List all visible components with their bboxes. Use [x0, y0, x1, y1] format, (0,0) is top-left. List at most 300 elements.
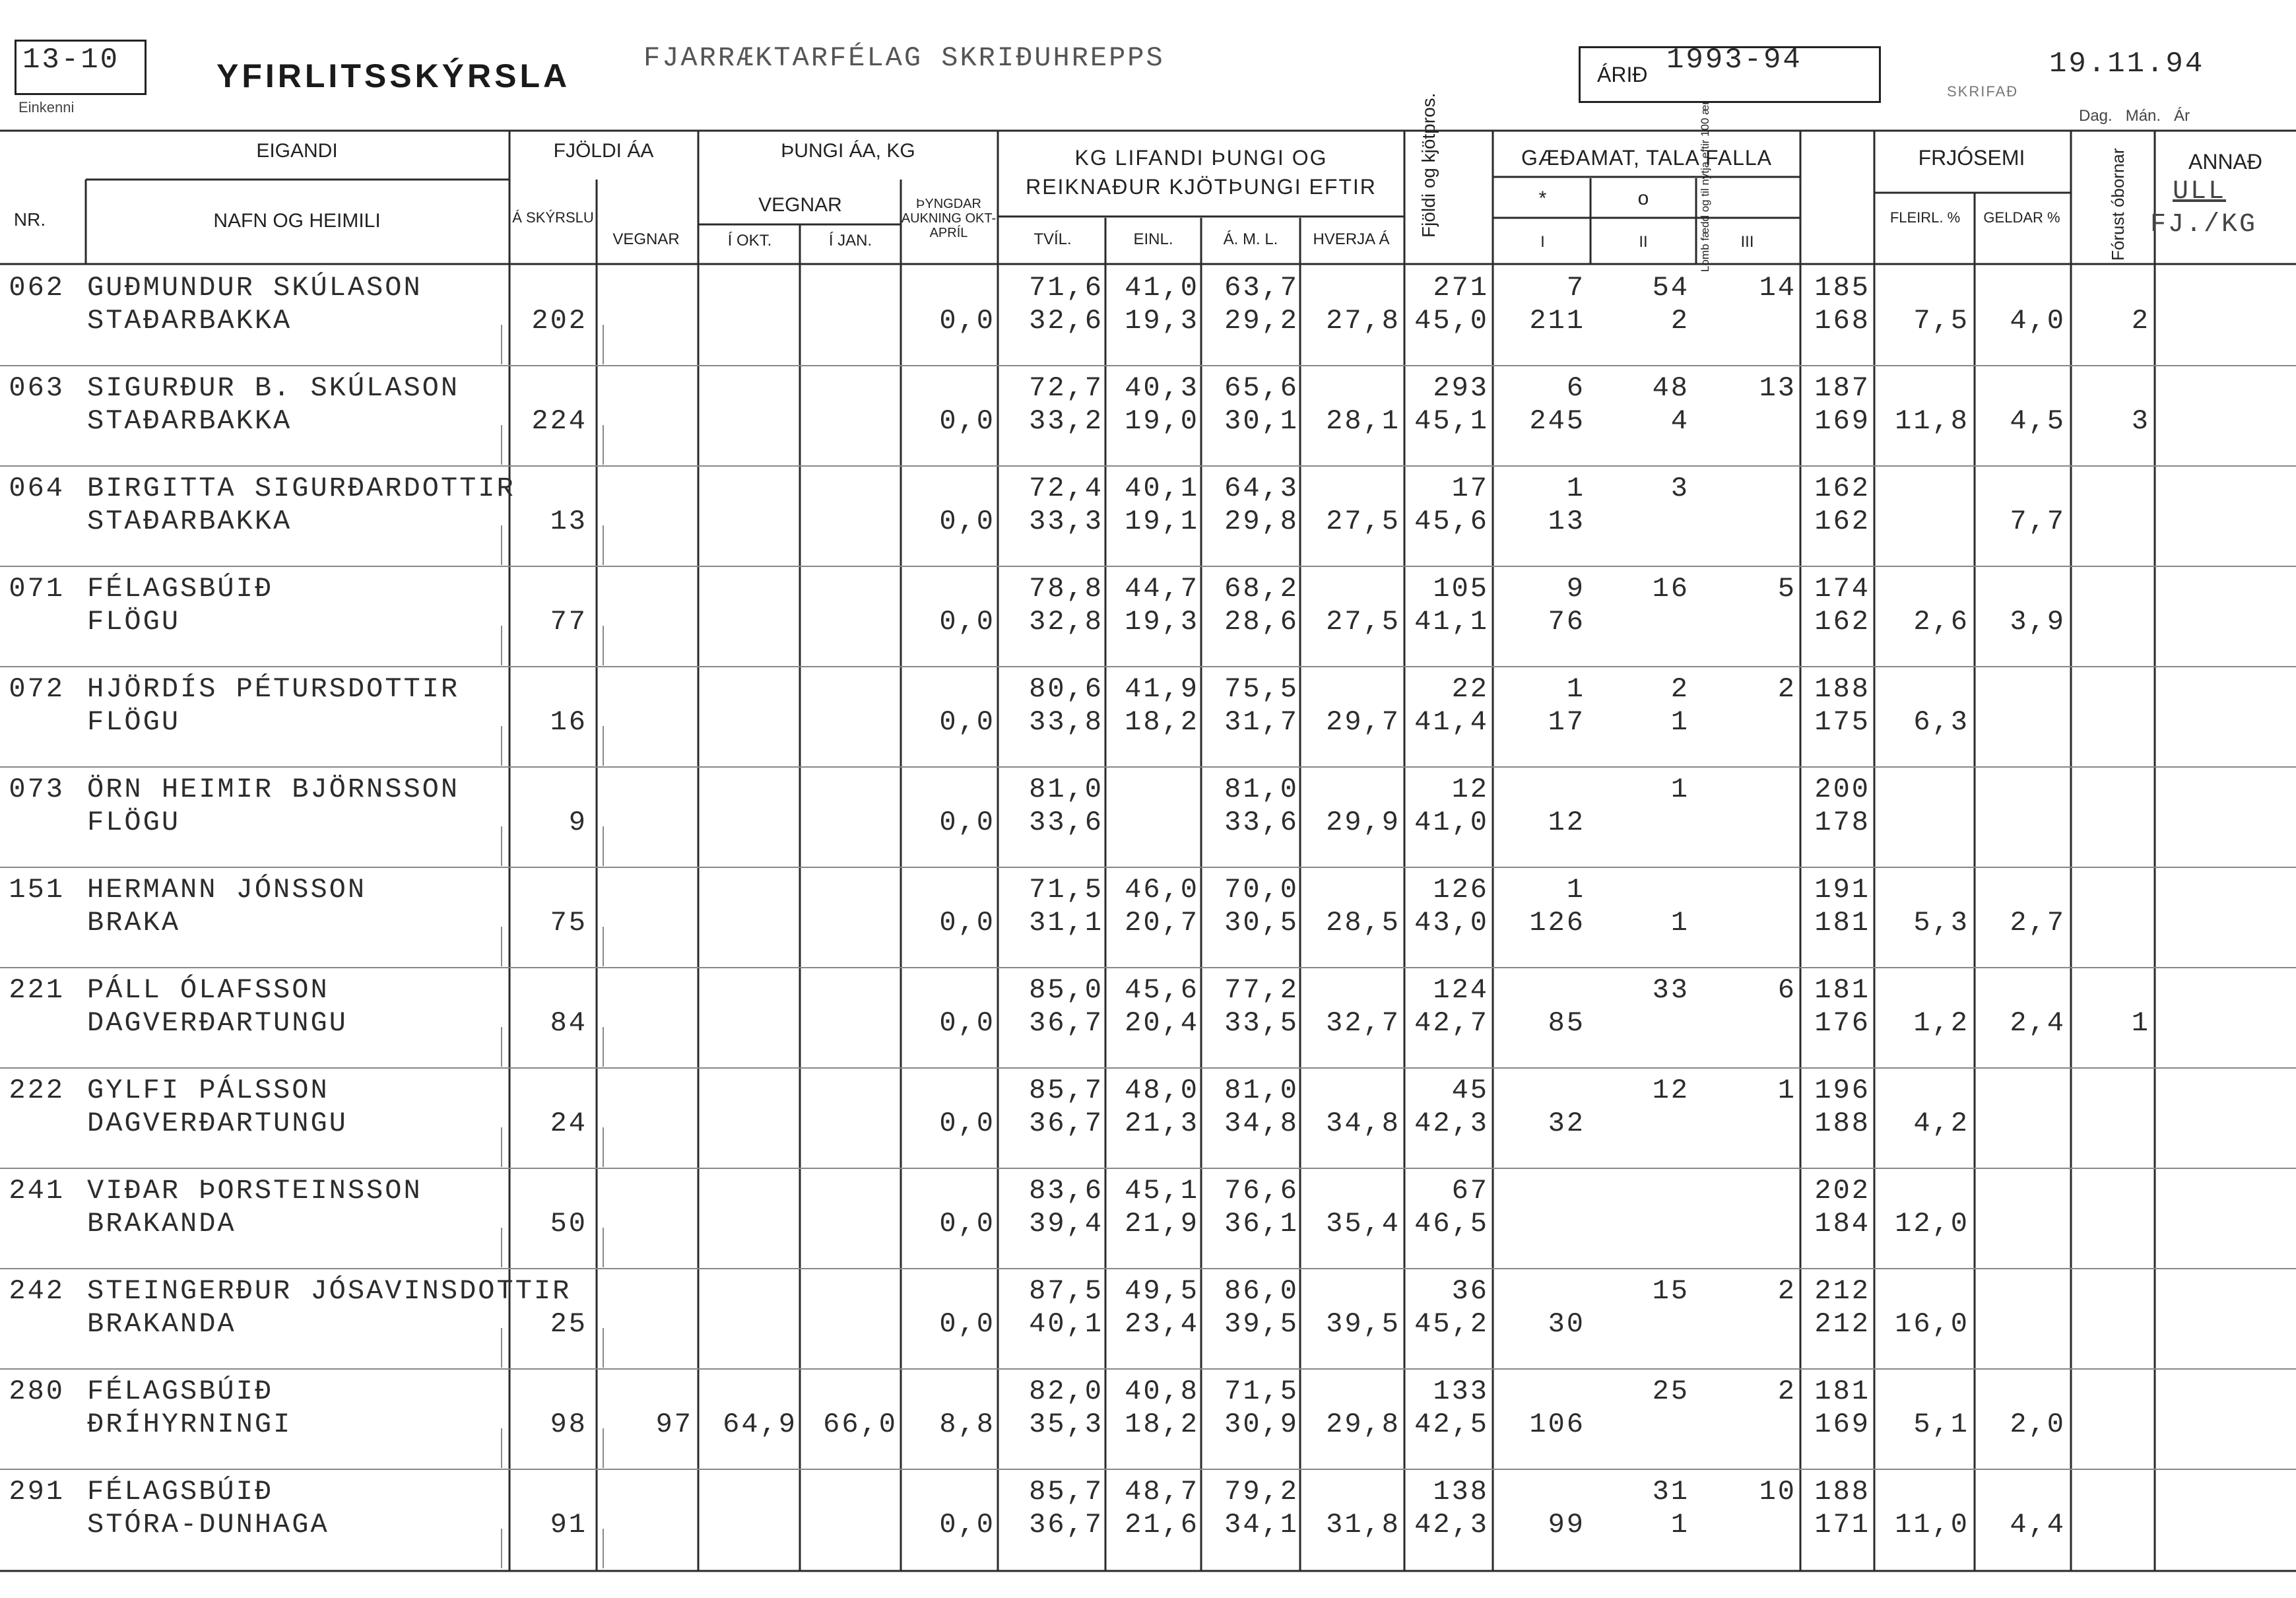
cell-forust	[2072, 606, 2150, 638]
cell-home: STAÐARBAKKA	[87, 405, 292, 437]
cell-home: STAÐARBAKKA	[87, 506, 292, 537]
header-quality: GÆÐAMAT, TALA FALLA	[1521, 146, 1772, 170]
cell-lamb1: 185	[1814, 272, 1870, 304]
cell-oct	[701, 706, 797, 738]
cell-qc: 54	[1652, 272, 1689, 304]
cell-qs: 1	[1566, 673, 1585, 705]
cell-meatn: 124	[1433, 974, 1489, 1006]
cell-lamb1: 212	[1814, 1275, 1870, 1307]
cell-lamb2: 168	[1814, 305, 1870, 337]
cell-forust	[2072, 706, 2150, 738]
header-oct: Í OKT.	[727, 232, 772, 250]
cell-count: 75	[550, 907, 587, 939]
cell-forust	[2072, 807, 2150, 838]
cell-forust	[2072, 1208, 2150, 1240]
cell-meatp: 45,0	[1414, 305, 1489, 337]
cell-qs	[1493, 1075, 1585, 1106]
cell-qi: 99	[1548, 1509, 1585, 1541]
cell-einl1: 45,1	[1125, 1175, 1199, 1207]
cell-tvil1: 72,7	[1029, 372, 1103, 404]
header-calc-weight: REIKNAÐUR KJÖTÞUNGI EFTIR	[1026, 175, 1377, 199]
cell-weighed	[597, 1108, 693, 1139]
cell-meatn: 36	[1451, 1275, 1489, 1307]
cell-qii	[1591, 807, 1689, 838]
cell-weighed	[597, 1509, 693, 1541]
header-quality-2: II	[1639, 233, 1648, 251]
cell-name: HERMANN JÓNSSON	[87, 874, 367, 906]
cell-nr: 064	[9, 473, 65, 504]
cell-weighed	[597, 506, 693, 537]
header-count: FJÖLDI ÁA	[553, 140, 654, 162]
cell-qiii	[1696, 1175, 1796, 1207]
cell-tvil2: 35,3	[1029, 1409, 1103, 1440]
header-owner: EIGANDI	[256, 140, 338, 162]
cell-fleirl: 16,0	[1895, 1308, 1969, 1340]
cell-tvil2: 39,4	[1029, 1208, 1103, 1240]
cell-einl1: 40,1	[1125, 473, 1199, 504]
cell-fleirl: 5,3	[1913, 907, 1969, 939]
cell-meatn: 271	[1433, 272, 1489, 304]
cell-tvil2: 36,7	[1029, 1108, 1103, 1139]
cell-fleirl: 7,5	[1913, 305, 1969, 337]
cell-home: BRAKA	[87, 907, 181, 939]
cell-qiii: 5	[1777, 573, 1796, 605]
cell-meatn: 133	[1433, 1376, 1489, 1407]
header-count-report: Á SKÝRSLU	[512, 209, 594, 226]
cell-weighed	[597, 1208, 693, 1240]
cell-qs: 7	[1566, 272, 1585, 304]
cell-hverja: 31,8	[1326, 1509, 1400, 1541]
cell-meatp: 45,6	[1414, 506, 1489, 537]
cell-name: HJÖRDÍS PÉTURSDOTTIR	[87, 673, 460, 705]
cell-oct	[701, 506, 797, 537]
cell-gain: 8,8	[939, 1409, 995, 1440]
cell-jan	[801, 506, 898, 537]
cell-qs: 1	[1566, 473, 1585, 504]
cell-meatp: 41,0	[1414, 807, 1489, 838]
cell-nr: 221	[9, 974, 65, 1006]
cell-name: GYLFI PÁLSSON	[87, 1075, 329, 1106]
cell-tvil2: 33,2	[1029, 405, 1103, 437]
cell-aml1: 70,0	[1224, 874, 1299, 906]
cell-qiii: 2	[1777, 1376, 1796, 1407]
cell-tvil2: 31,1	[1029, 907, 1103, 939]
cell-nr: 241	[9, 1175, 65, 1207]
cell-meatp: 42,3	[1414, 1509, 1489, 1541]
cell-weighed	[597, 907, 693, 939]
cell-qc: 15	[1652, 1275, 1689, 1307]
header-other: ANNAÐ	[2188, 150, 2262, 174]
cell-qs: 9	[1566, 573, 1585, 605]
cell-einl2: 19,3	[1125, 305, 1199, 337]
cell-einl1: 48,7	[1125, 1476, 1199, 1508]
cell-qc: 3	[1670, 473, 1689, 504]
cell-aml2: 31,7	[1224, 706, 1299, 738]
cell-meatp: 45,1	[1414, 405, 1489, 437]
cell-einl1: 40,3	[1125, 372, 1199, 404]
cell-qs	[1493, 1275, 1585, 1307]
cell-qi: 13	[1548, 506, 1585, 537]
cell-aml2: 29,2	[1224, 305, 1299, 337]
cell-meatn: 293	[1433, 372, 1489, 404]
cell-fleirl	[1876, 807, 1969, 838]
cell-forust	[2072, 907, 2150, 939]
cell-jan	[801, 1208, 898, 1240]
cell-count: 9	[568, 807, 587, 838]
cell-gain: 0,0	[939, 1308, 995, 1340]
cell-home: FLÖGU	[87, 807, 181, 838]
cell-count: 91	[550, 1509, 587, 1541]
cell-gain: 0,0	[939, 1208, 995, 1240]
cell-weighed	[597, 606, 693, 638]
cell-qc: 25	[1652, 1376, 1689, 1407]
header-each: HVERJA Á	[1313, 230, 1390, 248]
cell-tvil1: 83,6	[1029, 1175, 1103, 1207]
cell-aml1: 63,7	[1224, 272, 1299, 304]
cell-hverja: 34,8	[1326, 1108, 1400, 1139]
cell-oct	[701, 907, 797, 939]
cell-geldar: 4,4	[2010, 1509, 2066, 1541]
cell-lamb2: 175	[1814, 706, 1870, 738]
cell-lamb2: 162	[1814, 606, 1870, 638]
cell-lamb2: 169	[1814, 1409, 1870, 1440]
cell-einl1: 45,6	[1125, 974, 1199, 1006]
cell-tvil1: 85,0	[1029, 974, 1103, 1006]
cell-aml1: 68,2	[1224, 573, 1299, 605]
cell-einl1: 49,5	[1125, 1275, 1199, 1307]
cell-tvil1: 80,6	[1029, 673, 1103, 705]
cell-aml2: 33,5	[1224, 1007, 1299, 1039]
cell-jan	[801, 1007, 898, 1039]
cell-count: 50	[550, 1208, 587, 1240]
cell-fleirl: 11,0	[1895, 1509, 1969, 1541]
cell-lamb2: 212	[1814, 1308, 1870, 1340]
cell-qii	[1591, 1208, 1689, 1240]
header-count-weighed: VEGNAR	[612, 230, 680, 248]
cell-aml1: 64,3	[1224, 473, 1299, 504]
cell-lamb2: 171	[1814, 1509, 1870, 1541]
cell-gain: 0,0	[939, 706, 995, 738]
cell-fleirl: 5,1	[1913, 1409, 1969, 1440]
header-quality-3: III	[1740, 233, 1754, 251]
cell-aml1: 79,2	[1224, 1476, 1299, 1508]
cell-einl2: 21,6	[1125, 1509, 1199, 1541]
cell-weighed	[597, 405, 693, 437]
cell-nr: 291	[9, 1476, 65, 1508]
cell-forust	[2072, 1108, 2150, 1139]
cell-nr: 063	[9, 372, 65, 404]
cell-qi: 17	[1548, 706, 1585, 738]
cell-home: DAGVERÐARTUNGU	[87, 1007, 348, 1039]
header-nr: NR.	[13, 209, 46, 230]
cell-qs	[1493, 974, 1585, 1006]
cell-qc: 33	[1652, 974, 1689, 1006]
cell-tvil1: 71,6	[1029, 272, 1103, 304]
cell-einl1	[1107, 774, 1199, 805]
cell-meatp: 43,0	[1414, 907, 1489, 939]
cell-hverja: 29,7	[1326, 706, 1400, 738]
cell-jan	[801, 907, 898, 939]
cell-name: FÉLAGSBÚIÐ	[87, 1476, 274, 1508]
cell-oct	[701, 305, 797, 337]
association-name: FJARRÆKTARFÉLAG SKRIÐUHREPPS	[643, 42, 1165, 74]
header-quality-star: *	[1538, 187, 1547, 209]
cell-lamb2: 162	[1814, 506, 1870, 537]
cell-einl2: 23,4	[1125, 1308, 1199, 1340]
cell-weighed	[597, 1308, 693, 1340]
cell-home: FLÖGU	[87, 706, 181, 738]
cell-lamb2: 178	[1814, 807, 1870, 838]
cell-geldar: 4,0	[2010, 305, 2066, 337]
cell-hverja: 32,7	[1326, 1007, 1400, 1039]
cell-tvil2: 36,7	[1029, 1509, 1103, 1541]
cell-tvil1: 87,5	[1029, 1275, 1103, 1307]
cell-aml1: 76,6	[1224, 1175, 1299, 1207]
cell-qc: 1	[1670, 774, 1689, 805]
cell-lamb1: 188	[1814, 673, 1870, 705]
cell-qiii	[1696, 774, 1796, 805]
cell-qiii	[1696, 473, 1796, 504]
cell-aml2: 39,5	[1224, 1308, 1299, 1340]
cell-forust	[2072, 1409, 2150, 1440]
cell-nr: 242	[9, 1275, 65, 1307]
cell-aml1: 75,5	[1224, 673, 1299, 705]
header-wool-kg: FJ./KG	[2150, 210, 2258, 240]
cell-aml2: 34,1	[1224, 1509, 1299, 1541]
cell-geldar	[1976, 706, 2066, 738]
cell-lamb2: 181	[1814, 907, 1870, 939]
cell-meatp: 41,4	[1414, 706, 1489, 738]
cell-count: 25	[550, 1308, 587, 1340]
cell-qc: 31	[1652, 1476, 1689, 1508]
cell-qi: 32	[1548, 1108, 1585, 1139]
cell-nr: 071	[9, 573, 65, 605]
cell-einl2: 19,3	[1125, 606, 1199, 638]
cell-name: SIGURÐUR B. SKÚLASON	[87, 372, 460, 404]
cell-oct	[701, 1208, 797, 1240]
cell-name: VIÐAR ÞORSTEINSSON	[87, 1175, 422, 1207]
cell-forust	[2072, 1308, 2150, 1340]
cell-qiii: 1	[1777, 1075, 1796, 1106]
cell-nr: 222	[9, 1075, 65, 1106]
cell-home: STAÐARBAKKA	[87, 305, 292, 337]
cell-tvil2: 33,6	[1029, 807, 1103, 838]
cell-qiii: 13	[1759, 372, 1796, 404]
cell-tvil1: 85,7	[1029, 1476, 1103, 1508]
cell-geldar: 2,0	[2010, 1409, 2066, 1440]
cell-geldar: 2,7	[2010, 907, 2066, 939]
cell-meatp: 42,5	[1414, 1409, 1489, 1440]
cell-jan	[801, 405, 898, 437]
cell-tvil1: 71,5	[1029, 874, 1103, 906]
header-weighed: VEGNAR	[758, 194, 842, 216]
cell-lamb1: 196	[1814, 1075, 1870, 1106]
cell-nr: 062	[9, 272, 65, 304]
cell-meatp: 42,3	[1414, 1108, 1489, 1139]
cell-count: 84	[550, 1007, 587, 1039]
cell-qii: 2	[1670, 305, 1689, 337]
cell-name: FÉLAGSBÚIÐ	[87, 573, 274, 605]
cell-meatn: 67	[1451, 1175, 1489, 1207]
cell-einl2: 18,2	[1125, 706, 1199, 738]
cell-name: FÉLAGSBÚIÐ	[87, 1376, 274, 1407]
report-title: YFIRLITSSKÝRSLA	[216, 57, 571, 94]
cell-gain: 0,0	[939, 506, 995, 537]
cell-aml1: 86,0	[1224, 1275, 1299, 1307]
cell-count: 13	[550, 506, 587, 537]
cell-aml1: 77,2	[1224, 974, 1299, 1006]
cell-aml1: 65,6	[1224, 372, 1299, 404]
cell-qs	[1493, 1175, 1585, 1207]
cell-qs: 6	[1566, 372, 1585, 404]
cell-hverja: 27,8	[1326, 305, 1400, 337]
cell-lamb1: 202	[1814, 1175, 1870, 1207]
header-barren: GELDAR %	[1983, 209, 2060, 226]
cell-forust: 3	[2131, 405, 2150, 437]
cell-einl2: 21,9	[1125, 1208, 1199, 1240]
cell-meatn: 126	[1433, 874, 1489, 906]
cell-name: STEINGERÐUR JÓSAVINSDOTTIR	[87, 1275, 572, 1307]
header-quality-1: I	[1540, 233, 1545, 251]
cell-jan	[801, 305, 898, 337]
cell-hverja: 28,1	[1326, 405, 1400, 437]
cell-gain: 0,0	[939, 305, 995, 337]
header-live-weight: KG LIFANDI ÞUNGI OG	[1074, 146, 1328, 170]
cell-hverja: 27,5	[1326, 506, 1400, 537]
cell-name: GUÐMUNDUR SKÚLASON	[87, 272, 422, 304]
cell-tvil2: 33,8	[1029, 706, 1103, 738]
cell-qiii	[1696, 874, 1796, 906]
cell-oct	[701, 1108, 797, 1139]
header-per-ewe: Á. M. L.	[1223, 230, 1278, 248]
cell-aml1: 81,0	[1224, 774, 1299, 805]
cell-oct	[701, 1509, 797, 1541]
cell-lamb2: 188	[1814, 1108, 1870, 1139]
cell-oct	[701, 405, 797, 437]
cell-qii	[1591, 1409, 1689, 1440]
cell-meatp: 45,2	[1414, 1308, 1489, 1340]
cell-einl1: 41,0	[1125, 272, 1199, 304]
cell-einl2: 21,3	[1125, 1108, 1199, 1139]
cell-gain: 0,0	[939, 1007, 995, 1039]
cell-qc: 2	[1670, 673, 1689, 705]
cell-qii: 1	[1670, 1509, 1689, 1541]
cell-gain: 0,0	[939, 405, 995, 437]
cell-hverja: 29,8	[1326, 1409, 1400, 1440]
cell-count: 24	[550, 1108, 587, 1139]
cell-fleirl: 12,0	[1895, 1208, 1969, 1240]
cell-lamb1: 181	[1814, 974, 1870, 1006]
cell-tvil2: 32,8	[1029, 606, 1103, 638]
cell-aml2: 30,1	[1224, 405, 1299, 437]
cell-einl2	[1107, 807, 1199, 838]
cell-forust	[2072, 506, 2150, 537]
cell-count: 77	[550, 606, 587, 638]
cell-qiii: 2	[1777, 1275, 1796, 1307]
cell-einl1: 46,0	[1125, 874, 1199, 906]
cell-oct	[701, 807, 797, 838]
cell-count: 224	[531, 405, 587, 437]
header-twin: TVÍL.	[1033, 230, 1072, 248]
cell-name: BIRGITTA SIGURÐARDOTTIR	[87, 473, 515, 504]
cell-oct	[701, 606, 797, 638]
cell-fleirl: 2,6	[1913, 606, 1969, 638]
cell-lamb2: 184	[1814, 1208, 1870, 1240]
header-quality-circle: o	[1637, 187, 1649, 209]
cell-qii	[1591, 1007, 1689, 1039]
cell-qii	[1591, 1308, 1689, 1340]
cell-count: 202	[531, 305, 587, 337]
cell-einl2: 19,0	[1125, 405, 1199, 437]
cell-gain: 0,0	[939, 1509, 995, 1541]
cell-einl1: 44,7	[1125, 573, 1199, 605]
cell-tvil1: 85,7	[1029, 1075, 1103, 1106]
header-gain: ÞYNGDAR AUKNING OKT-APRÍL	[901, 197, 997, 240]
cell-qi: 126	[1529, 907, 1585, 939]
cell-einl1: 41,9	[1125, 673, 1199, 705]
cell-aml2: 30,9	[1224, 1409, 1299, 1440]
cell-fleirl: 1,2	[1913, 1007, 1969, 1039]
cell-jan	[801, 606, 898, 638]
cell-lamb1: 200	[1814, 774, 1870, 805]
cell-oct	[701, 1007, 797, 1039]
cell-geldar: 4,5	[2010, 405, 2066, 437]
cell-geldar	[1976, 807, 2066, 838]
cell-aml2: 30,5	[1224, 907, 1299, 939]
cell-tvil2: 32,6	[1029, 305, 1103, 337]
cell-qc	[1591, 874, 1689, 906]
cell-jan	[801, 1108, 898, 1139]
cell-hverja: 28,5	[1326, 907, 1400, 939]
cell-qi: 12	[1548, 807, 1585, 838]
header-meat-percent: Fjöldi og kjötpros.	[1418, 92, 1439, 238]
cell-meatp: 42,7	[1414, 1007, 1489, 1039]
cell-nr: 151	[9, 874, 65, 906]
cell-weighed	[597, 1007, 693, 1039]
cell-qc	[1591, 1175, 1689, 1207]
cell-home: BRAKANDA	[87, 1208, 236, 1240]
cell-hverja: 27,5	[1326, 606, 1400, 638]
cell-jan	[801, 1509, 898, 1541]
form-code: 13-10	[22, 44, 120, 77]
cell-home: BRAKANDA	[87, 1308, 236, 1340]
cell-tvil1: 78,8	[1029, 573, 1103, 605]
cell-tvil1: 81,0	[1029, 774, 1103, 805]
cell-qi: 30	[1548, 1308, 1585, 1340]
cell-tvil2: 36,7	[1029, 1007, 1103, 1039]
header-fertility: FRJÓSEMI	[1918, 146, 2025, 170]
cell-meatn: 138	[1433, 1476, 1489, 1508]
header-name: NAFN OG HEIMILI	[213, 210, 381, 232]
cell-qii: 4	[1670, 405, 1689, 437]
cell-weighed	[597, 305, 693, 337]
cell-aml1: 71,5	[1224, 1376, 1299, 1407]
cell-jan: 66,0	[823, 1409, 898, 1440]
cell-home: ÐRÍHYRNINGI	[87, 1409, 292, 1440]
cell-geldar	[1976, 1308, 2066, 1340]
cell-nr: 280	[9, 1376, 65, 1407]
cell-count: 98	[550, 1409, 587, 1440]
cell-weighed	[597, 706, 693, 738]
cell-lamb1: 181	[1814, 1376, 1870, 1407]
header-weight: ÞUNGI ÁA, KG	[781, 140, 915, 162]
header-jan: Í JAN.	[828, 232, 872, 250]
cell-aml2: 34,8	[1224, 1108, 1299, 1139]
cell-home: STÓRA-DUNHAGA	[87, 1509, 329, 1541]
cell-name: PÁLL ÓLAFSSON	[87, 974, 329, 1006]
cell-aml1: 81,0	[1224, 1075, 1299, 1106]
cell-qs	[1493, 1376, 1585, 1407]
